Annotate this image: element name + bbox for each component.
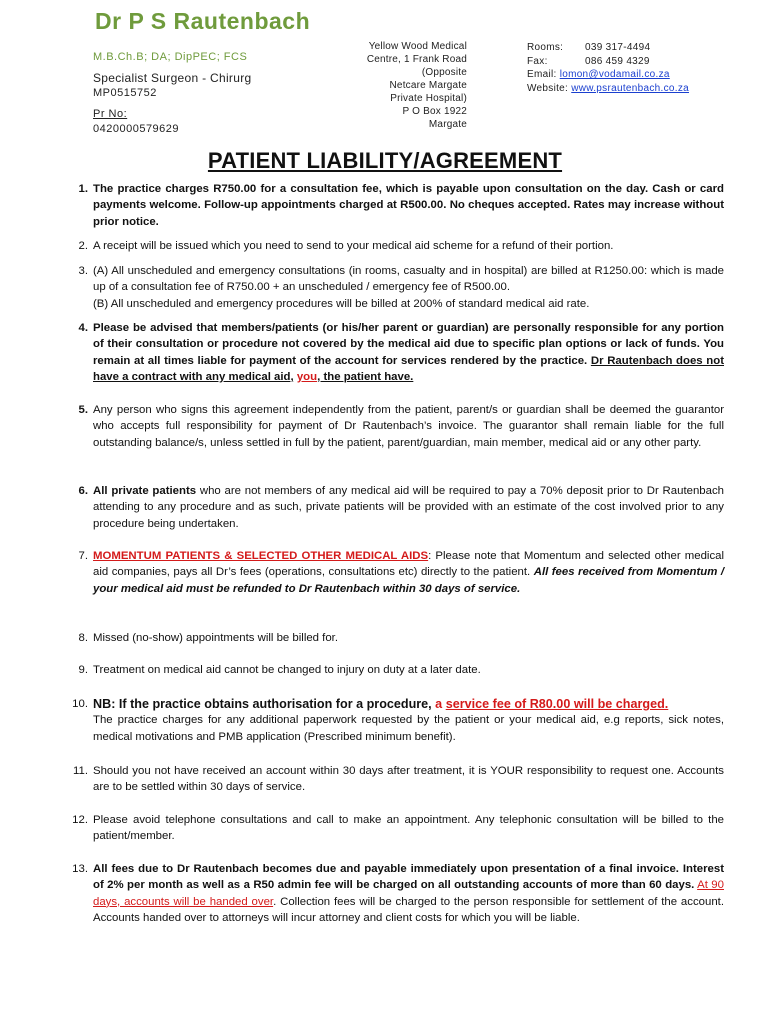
clause-bold: All private patients (93, 485, 197, 497)
clause-text: Missed (no-show) appointments will be billed for. (93, 632, 339, 644)
clause-5 (78, 402, 724, 451)
clause-13 (72, 861, 724, 926)
clause-text: : Please note that Momentum and selected other medical aid companies, pays all Dr’s fees (operations, consultations etc) directly to the patient. (93, 550, 725, 579)
clause-text-a: (A) All unscheduled and emergency consultations (in rooms, casualty and in hospital) are billed at R1250.00: which is made up of a consultation fee of R750.00 + an unscheduled / emergency fee of R500.00. (93, 265, 724, 294)
document-title: PATIENT LIABILITY/AGREEMENT (207, 148, 563, 173)
clause-1 (78, 181, 724, 230)
fax-number: 086 459 4329 (585, 55, 650, 67)
clause-red: a (431, 697, 446, 711)
clause-red-underlined: service fee of R80.00 will be charged. (445, 697, 669, 711)
clause-4 (78, 320, 725, 385)
pr-label: Pr No: (93, 108, 128, 120)
clause-number: 6. (78, 485, 88, 497)
clause-number: 12. (72, 814, 88, 826)
contact-block (527, 41, 689, 95)
address-line: (Opposite (421, 67, 467, 78)
address-line: Yellow Wood Medical (368, 41, 467, 52)
clause-text: Please be advised that members/patients (or his/her parent or guardian) are personally responsible for any portion of their consultation or procedure not covered by the medical aid due to specific plan options or lack of funds. You remain at all times liable for payment of the account for services rendered by the practice. (93, 322, 724, 367)
clause-red-underlined: At 90 days, accounts will be handed over (93, 879, 724, 908)
email-label: Email: (527, 69, 557, 80)
email-row (527, 68, 689, 82)
clause-underlined: Dr Rautenbach does not have a contract with any medical aid, (93, 354, 725, 383)
website-row (527, 82, 689, 96)
clause-text: . Collection fees will be charged to the person responsible for settlement of the account. Accounts handed over to attorneys will incur attorney and client costs for which you will be liable. (93, 895, 724, 924)
clause-text: who are not members of any medical aid will be required to pay a 70% deposit prior to Dr Rautenbach attending to any procedure and as such, private patients will be provided with an estimate of the cost involved prior to any procedure being undertaken. (93, 485, 724, 530)
clause-text: Treatment on medical aid cannot be changed to injury on duty at a later date. (93, 664, 481, 676)
clause-2 (78, 238, 724, 254)
clause-text: Should you not have received an account within 30 days after treatment, it is YOUR responsibility to request one. Accounts are to be settled within 30 days of service. (93, 765, 724, 794)
address-line: Margate (428, 119, 467, 130)
clause-text-b: (B) All unscheduled and emergency procedures will be billed at 200% of standard medical aid rate. (93, 297, 590, 310)
rooms-row (527, 41, 689, 55)
clause-number: 7. (78, 550, 88, 562)
clause-number: 5. (78, 404, 88, 416)
clause-number: 3. (78, 265, 88, 277)
clause-7 (78, 548, 725, 597)
clause-number: 8. (78, 632, 88, 644)
clause-number: 2. (78, 240, 88, 252)
doctor-name: Dr P S Rautenbach (95, 8, 311, 34)
address-line: P O Box 1922 (402, 106, 467, 117)
clause-number: 10. (72, 698, 88, 710)
fax-label: Fax: (527, 55, 548, 67)
clause-text: The practice charges for any additional paperwork requested by the patient or your medical aid, e.g reports, sick notes, medical motivations and PMB application (Prescribed minimum benefit). (93, 714, 724, 743)
website-link[interactable]: www.psrautenbach.co.za (571, 82, 689, 94)
clause-12 (72, 812, 724, 845)
clause-9 (78, 662, 724, 678)
rooms-label: Rooms: (527, 42, 564, 53)
fax-row (527, 55, 689, 69)
mp-number: MP0515752 (93, 87, 157, 99)
clause-11 (73, 763, 724, 796)
pr-number: 0420000579629 (93, 123, 180, 135)
clause-number: 4. (78, 322, 88, 334)
clause-number: 1. (78, 183, 88, 195)
clause-8 (78, 630, 724, 646)
clause-6 (78, 483, 724, 532)
clause-red-heading: MOMENTUM PATIENTS & SELECTED OTHER MEDICAL AIDS (93, 550, 429, 562)
qualifications: M.B.Ch.B; DA; DipPEC; FCS (93, 51, 248, 63)
address-line: Centre, 1 Frank Road (366, 54, 467, 65)
clause-bold: NB: If the practice obtains authorisation for a procedure, (93, 697, 432, 711)
address-line: Netcare Margate (389, 80, 467, 91)
clause-text: Any person who signs this agreement independently from the patient, parent/s or guardian shall be deemed the guarantor who accepts full responsibility for payment of Dr Rautenbach’s invoice. The guarantor shall remain liable for the full outstanding balance/s, unless settled in full by the patient, parent/guardian, main member, medical aid or any other party. (93, 404, 724, 449)
clause-text: The practice charges R750.00 for a consultation fee, which is payable upon consultation on the day. Cash or card payments welcome. Follow-up appointments charged at R500.00. No cheques accepted. Rates may increase without prior notice. (93, 183, 724, 228)
clause-text: Please avoid telephone consultations and call to make an appointment. Any telephonic consultation will be billed to the patient/member. (93, 814, 724, 843)
address-line: Private Hospital) (390, 93, 467, 104)
practice-address (345, 40, 467, 131)
clause-number: 13. (72, 863, 88, 875)
rooms-phone: 039 317-4494 (585, 42, 651, 53)
clause-10 (72, 696, 724, 745)
clause-3 (78, 263, 724, 312)
email-link[interactable]: lomon@vodamail.co.za (559, 69, 670, 80)
clause-underlined-red: you (296, 370, 318, 383)
specialty: Specialist Surgeon - Chirurg (93, 71, 252, 85)
clause-underlined-end: , the patient have. (317, 370, 414, 383)
clause-bold: All fees due to Dr Rautenbach becomes due and payable immediately upon presentation of a final invoice. Interest of 2% per month as well as a R50 admin fee will be charged on all outstanding accounts of more than 60 days. (93, 863, 724, 892)
clause-number: 9. (78, 664, 88, 676)
website-label: Website: (527, 82, 569, 94)
clause-number: 11. (73, 765, 88, 777)
clause-text: A receipt will be issued which you need to send to your medical aid scheme for a refund of their portion. (93, 240, 614, 252)
clause-bold-italic: All fees received from Momentum / your medical aid must be refunded to Dr Rautenbach within 30 days of service. (93, 566, 724, 595)
